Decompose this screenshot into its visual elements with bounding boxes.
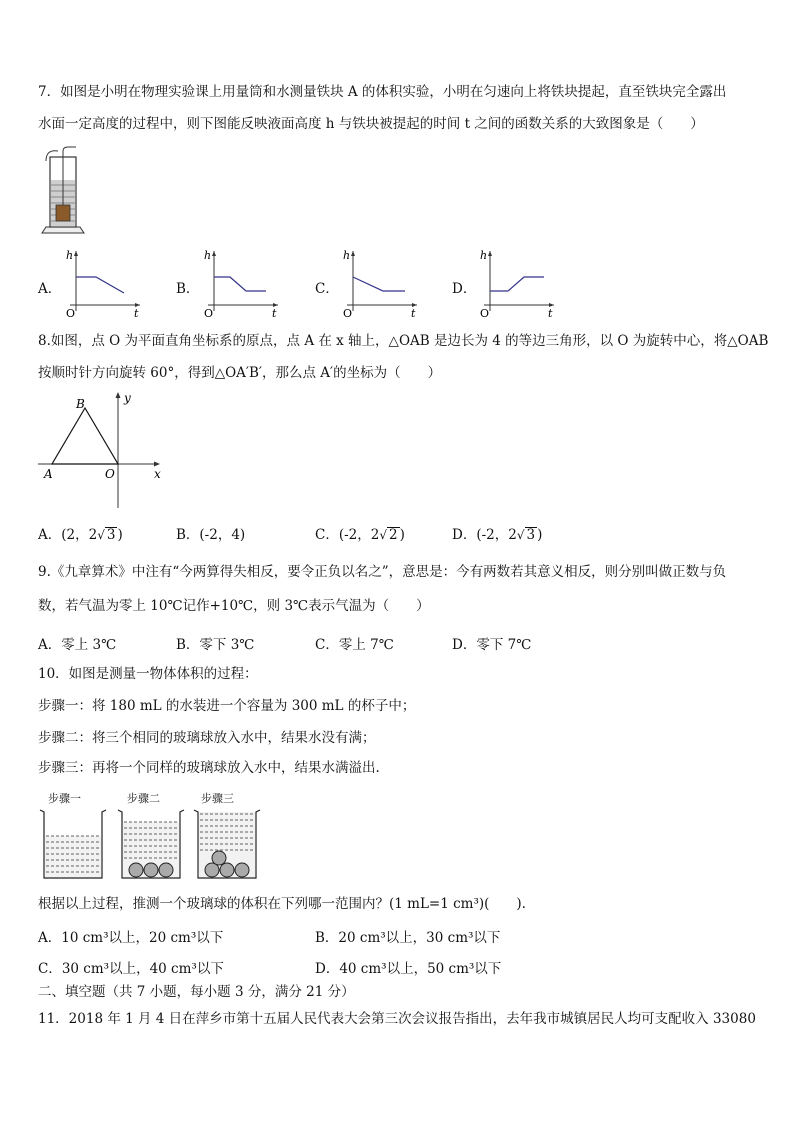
q7c-t: t <box>411 307 416 320</box>
beaker-step1 <box>38 806 108 881</box>
beaker-step3 <box>192 806 262 881</box>
q8-option-d: D．(-2，2√ 3 ) <box>452 527 543 543</box>
q7a-o: O <box>66 307 76 320</box>
q8-label-o: O <box>105 467 115 481</box>
q7-option-c-label: C． <box>315 281 339 297</box>
q10-option-c: C．30 cm³以上，40 cm³以下 <box>38 961 224 977</box>
q10-step1: 步骤一：将 180 mL 的水装进一个容量为 300 mL 的杯子中； <box>38 698 416 714</box>
q8-option-a: A．(2，2√ 3 ) <box>38 527 123 543</box>
q8-option-c: C．(-2，2√ 2 ) <box>315 527 405 543</box>
q9-option-d: D．零下 7℃ <box>452 637 532 653</box>
q7-graph-b <box>202 245 282 320</box>
q10-step3: 步骤三：再将一个同样的玻璃球放入水中，结果水满溢出. <box>38 760 380 776</box>
q7b-h: h <box>204 249 212 262</box>
q7b-o: O <box>204 307 214 320</box>
q7d-o: O <box>480 307 490 320</box>
q8-label-y: y <box>124 391 131 405</box>
q8-line1: 8.如图，点 O 为平面直角坐标系的原点，点 A 在 x 轴上，△OAB 是边长为 4 的等边三角形，以 O 为旋转中心，将△OAB <box>38 333 769 349</box>
q9-line2: 数，若气温为零上 10℃记作+10℃，则 3℃表示气温为（ ） <box>38 598 430 614</box>
q8-label-a: A <box>44 467 53 481</box>
q7a-t: t <box>134 307 139 320</box>
section-2-heading: 二、填空题（共 7 小题，每小题 3 分，满分 21 分） <box>38 984 355 1000</box>
q7c-o: O <box>343 307 353 320</box>
q7-option-d-label: D． <box>452 281 477 297</box>
q8-label-b: B <box>76 397 85 411</box>
q7-option-a-label: A． <box>38 281 62 297</box>
q8-label-x: x <box>154 467 161 481</box>
q7c-h: h <box>343 249 351 262</box>
q7-graph-d <box>478 245 558 320</box>
q9-line1: 9.《九章算术》中注有“今两算得失相反，要令正负以名之”，意思是：今有两数若其意义相反，则分别叫做正数与负 <box>38 564 727 580</box>
q7b-t: t <box>272 307 277 320</box>
q10-option-a: A．10 cm³以上，20 cm³以下 <box>38 930 224 946</box>
q7a-h: h <box>66 249 74 262</box>
q7-graph-a <box>64 245 144 320</box>
q9-option-c: C．零上 7℃ <box>315 637 394 653</box>
beaker-label-1: 步骤一 <box>48 792 81 805</box>
q7-line2: 水面一定高度的过程中，则下图能反映液面高度 h 与铁块被提起的时间 t 之间的函数关系的大致图象是（ ） <box>38 116 704 132</box>
beaker-step2 <box>116 806 186 881</box>
q8-line2: 按顺时针方向旋转 60°，得到△OA′B′，那么点 A′的坐标为（ ） <box>38 365 442 381</box>
q10-option-b: B．20 cm³以上，30 cm³以下 <box>315 930 501 946</box>
q10-question: 根据以上过程，推测一个玻璃球的体积在下列哪一范围内？(1 mL=1 cm³)( ). <box>38 896 526 912</box>
q10-option-d: D．40 cm³以上，50 cm³以下 <box>315 961 502 977</box>
q7d-t: t <box>548 307 553 320</box>
graduated-cylinder-figure <box>40 145 90 240</box>
q7-graph-c <box>341 245 421 320</box>
q7-line1: 7．如图是小明在物理实验课上用量筒和水测量铁块 A 的体积实验，小明在匀速向上将铁块提起，直至铁块完全露出 <box>38 84 727 100</box>
beaker-label-3: 步骤三 <box>201 792 234 805</box>
q9-option-a: A．零上 3℃ <box>38 637 117 653</box>
q8-triangle-figure <box>38 390 168 510</box>
beaker-label-2: 步骤二 <box>127 792 160 805</box>
q10-step2: 步骤二：将三个相同的玻璃球放入水中，结果水没有满； <box>38 730 376 746</box>
q11-line1: 11．2018 年 1 月 4 日在萍乡市第十五届人民代表大会第三次会议报告指出，去年我市城镇居民人均可支配收入 33080 <box>38 1011 756 1027</box>
q9-option-b: B．零下 3℃ <box>176 637 255 653</box>
q8-option-b: B．(-2，4) <box>176 527 246 543</box>
q7-option-b-label: B． <box>176 281 200 297</box>
q10-line1: 10．如图是测量一物体体积的过程： <box>38 666 258 682</box>
q7d-h: h <box>480 249 488 262</box>
